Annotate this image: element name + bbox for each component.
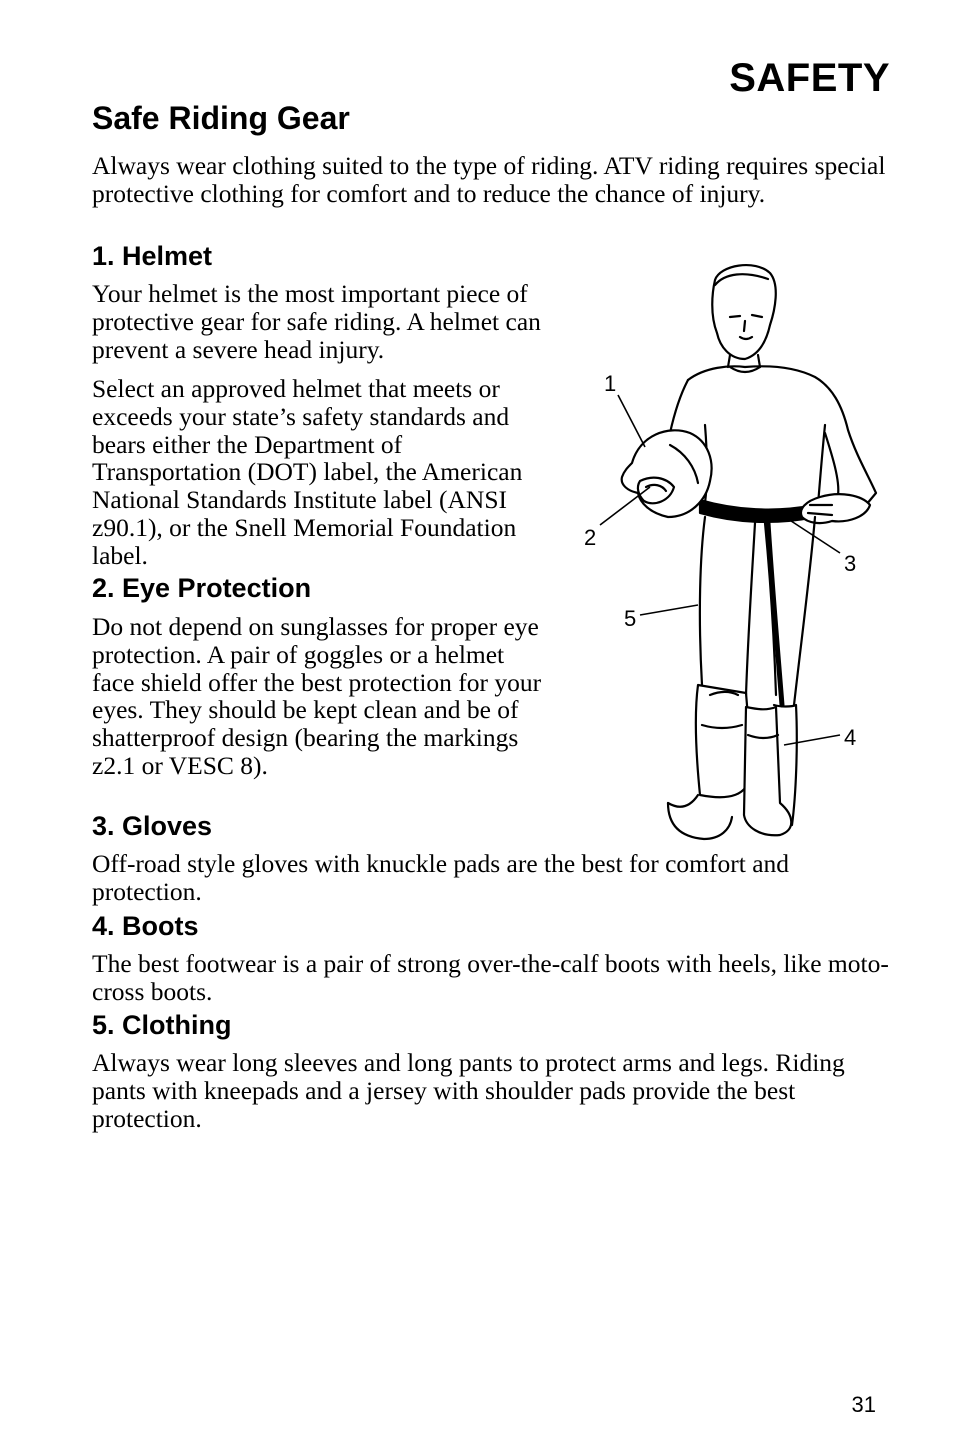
riding-gear-illustration [570, 255, 900, 845]
page-title: Safe Riding Gear [92, 100, 350, 136]
heading-boots: 4. Boots [92, 911, 199, 941]
eye-protection-paragraph: Do not depend on sunglasses for proper eye protection. A pair of goggles or a helmet face shield offer the best protection for your eyes. They should be kept clean and be of shatterproof design (bearing the markings z2.1 or VESC 8). [92, 612, 542, 780]
helmet-paragraph-1: Your helmet is the most important piece of protective gear for safe riding. A helmet can prevent a severe head injury. [92, 279, 541, 364]
helmet-paragraph-2: Select an approved helmet that meets or exceeds your state’s safety standards and bears either the Department of Transportation (DOT) label, the American National Standards Institute label (ANSI z90.1), or the Snell Memorial Foundation label. [92, 374, 523, 570]
callout-5: 5 [624, 606, 637, 631]
heading-eye-protection: 2. Eye Protection [92, 573, 312, 603]
gloves-paragraph: Off-road style gloves with knuckle pads are the best for comfort and protection. [92, 849, 790, 906]
callout-4: 4 [844, 725, 857, 750]
callout-2: 2 [584, 525, 597, 550]
heading-clothing: 5. Clothing [92, 1010, 232, 1040]
section-header: SAFETY [729, 56, 890, 100]
heading-gloves: 3. Gloves [92, 811, 213, 841]
heading-helmet: 1. Helmet [92, 241, 213, 271]
page-number: 31 [851, 1392, 876, 1417]
callout-3: 3 [844, 551, 857, 576]
clothing-paragraph: Always wear long sleeves and long pants to protect arms and legs. Riding pants with kneepads and a jersey with shoulder pads provide the best protection. [92, 1048, 845, 1133]
intro-paragraph: Always wear clothing suited to the type of riding. ATV riding requires special protective clothing for comfort and to reduce the chance of injury. [92, 151, 886, 208]
callout-1: 1 [604, 371, 617, 396]
boots-paragraph: The best footwear is a pair of strong over-the-calf boots with heels, like moto-cross boots. [92, 949, 889, 1006]
